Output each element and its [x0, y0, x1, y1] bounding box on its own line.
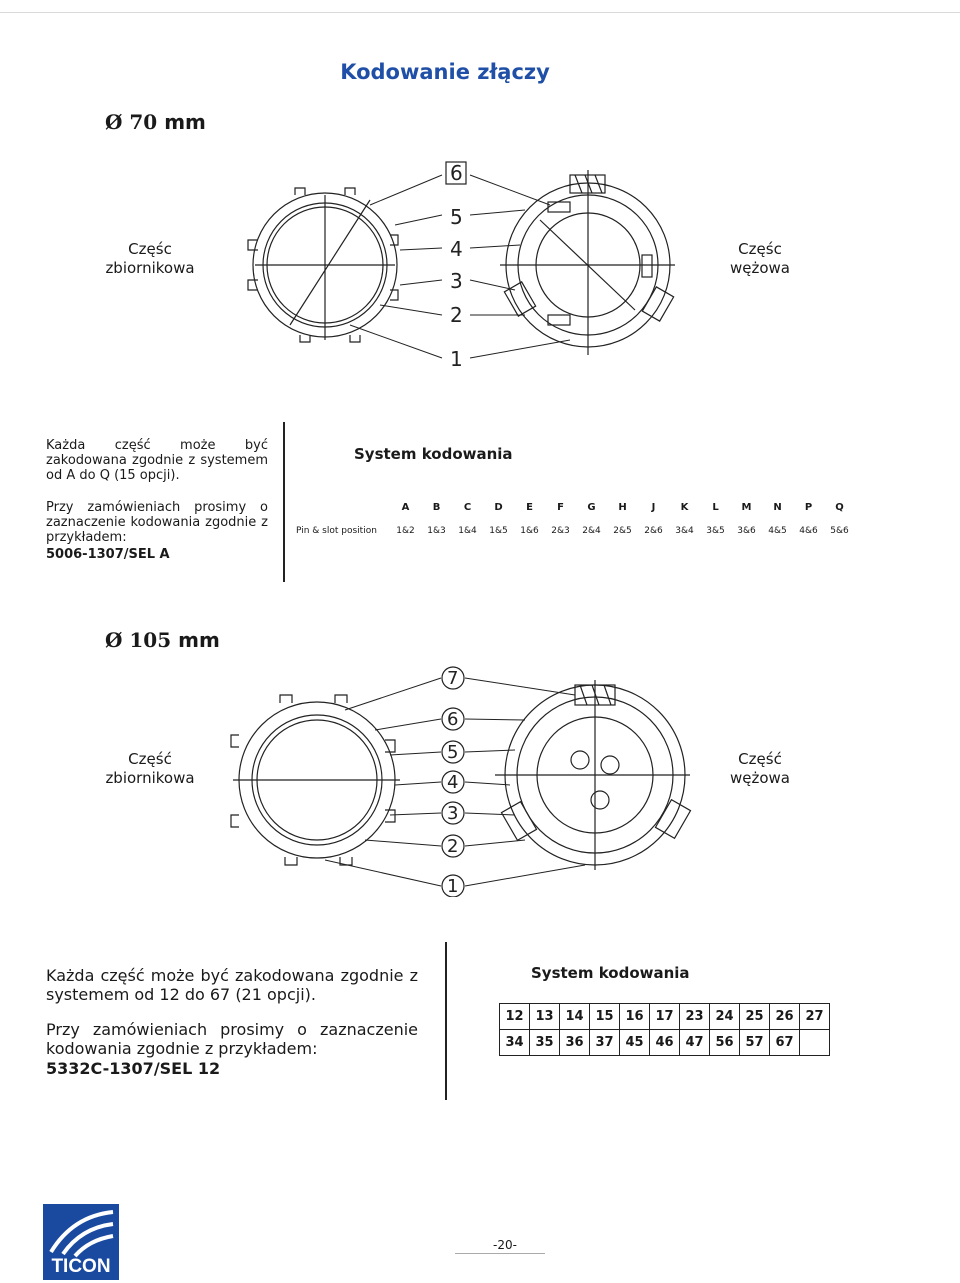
table-cell: B — [432, 501, 441, 513]
table-cell: 26 — [770, 1004, 800, 1030]
table-cell: 27 — [800, 1004, 830, 1030]
connector-diagram-105 — [225, 665, 695, 897]
table-cell: 15 — [590, 1004, 620, 1030]
table-cell: 12 — [500, 1004, 530, 1030]
table-cell: J — [651, 501, 656, 513]
logo-text: TICON — [51, 1256, 111, 1277]
table-cell: P — [804, 501, 813, 513]
table-cell: 3&6 — [737, 526, 756, 536]
position-number: 6 — [450, 161, 463, 185]
table-cell: M — [741, 501, 752, 513]
table-cell: 13 — [530, 1004, 560, 1030]
table-cell: 4&5 — [768, 526, 787, 536]
position-number: 7 — [447, 668, 459, 689]
table-cell: 2&3 — [551, 526, 570, 536]
table-cell: 24 — [710, 1004, 740, 1030]
tank-part-label-105 — [95, 750, 205, 788]
table-cell: E — [526, 501, 533, 513]
table-cell: Q — [835, 501, 844, 513]
table-cell: 1&2 — [396, 526, 415, 536]
table-cell: 17 — [650, 1004, 680, 1030]
hose-part-drawing — [495, 680, 691, 870]
order-example-70: 5006-1307/SEL A — [46, 547, 170, 562]
label-line-2: wężowa — [729, 769, 790, 787]
position-number: 4 — [447, 772, 459, 793]
table-corner — [296, 495, 390, 519]
ticon-logo — [43, 1204, 119, 1280]
order-instruction-70: Przy zamówieniach prosimy o zaznaczenie kodowania zgodnie z przykładem: — [46, 500, 268, 545]
label-line-2: zbiornikowa — [105, 259, 195, 277]
coding-description-105: Każda część może być zakodowana zgodnie z systemem od 12 do 67 (21 opcji). — [46, 966, 418, 1004]
position-number: 1 — [447, 876, 459, 897]
position-number: 1 — [450, 347, 463, 371]
position-number: 2 — [450, 303, 463, 327]
table-cell: 3&4 — [675, 526, 694, 536]
coding-system-heading-105: System kodowania — [531, 964, 690, 982]
label-line-1: Częśc — [738, 240, 782, 258]
hose-part-label-105 — [705, 750, 815, 788]
table-cell: 2&4 — [582, 526, 601, 536]
table-cell: 25 — [740, 1004, 770, 1030]
divider-line — [283, 422, 285, 582]
page-title: Kodowanie złączy — [340, 60, 550, 84]
label-line-2: wężowa — [729, 259, 790, 277]
coding-table-105 — [499, 1003, 830, 1056]
hose-part-label-70 — [705, 240, 815, 278]
table-cell: 56 — [710, 1030, 740, 1056]
order-example-105: 5332C-1307/SEL 12 — [46, 1059, 221, 1078]
coding-table-70 — [296, 495, 855, 543]
diameter-symbol: Ø — [105, 110, 123, 134]
tank-part-drawing — [248, 188, 398, 342]
table-cell: 2&6 — [644, 526, 663, 536]
position-number: 3 — [450, 269, 463, 293]
table-cell: 35 — [530, 1030, 560, 1056]
table-cell: 2&5 — [613, 526, 632, 536]
table-cell: L — [712, 501, 719, 513]
diameter-value: 105 — [129, 628, 172, 652]
table-cell: 46 — [650, 1030, 680, 1056]
diameter-symbol: Ø — [105, 628, 123, 652]
table-cell: 5&6 — [830, 526, 849, 536]
table-cell: 3&5 — [706, 526, 725, 536]
diameter-heading-70 — [105, 110, 206, 134]
divider-line — [445, 942, 447, 1100]
diameter-heading-105 — [105, 628, 220, 652]
position-number: 6 — [447, 709, 459, 730]
table-cell: 37 — [590, 1030, 620, 1056]
position-number: 4 — [450, 237, 463, 261]
table-cell: C — [463, 501, 472, 513]
top-border — [0, 12, 960, 13]
table-cell: 45 — [620, 1030, 650, 1056]
connector-diagram-70 — [230, 150, 690, 380]
table-cell: 1&6 — [520, 526, 539, 536]
table-row — [500, 1030, 830, 1056]
table-cell: D — [494, 501, 503, 513]
table-cell: 14 — [560, 1004, 590, 1030]
position-markers — [325, 667, 585, 897]
label-line-1: Częśc — [128, 240, 172, 258]
table-cell: K — [680, 501, 689, 513]
coding-description-70: Każda część może być zakodowana zgodnie z systemem od A do Q (15 opcji). — [46, 438, 268, 483]
table-cell: 47 — [680, 1030, 710, 1056]
table-cell: 1&3 — [427, 526, 446, 536]
table-row — [296, 519, 855, 543]
page-number-underline — [455, 1253, 545, 1254]
diameter-value: 70 — [129, 110, 158, 134]
coding-system-heading-70: System kodowania — [354, 445, 513, 463]
order-instruction-105: Przy zamówieniach prosimy o zaznaczenie kodowania zgodnie z przykładem: — [46, 1020, 418, 1058]
table-cell: 16 — [620, 1004, 650, 1030]
logo-arcs-icon — [43, 1204, 119, 1258]
table-row — [500, 1004, 830, 1030]
table-cell: 4&6 — [799, 526, 818, 536]
table-cell: 23 — [680, 1004, 710, 1030]
table-cell — [800, 1030, 830, 1056]
page-number: -20- — [493, 1238, 517, 1252]
table-cell: 67 — [770, 1030, 800, 1056]
label-line-1: Część — [128, 750, 172, 768]
table-cell: G — [587, 501, 596, 513]
table-cell: 1&5 — [489, 526, 508, 536]
table-cell: 57 — [740, 1030, 770, 1056]
position-number: 5 — [450, 205, 463, 229]
hose-part-drawing — [500, 170, 675, 355]
label-line-2: zbiornikowa — [105, 769, 195, 787]
table-cell: 1&4 — [458, 526, 477, 536]
tank-part-drawing — [231, 695, 400, 865]
table-cell: N — [773, 501, 782, 513]
table-cell: A — [401, 501, 410, 513]
table-header-row — [296, 495, 855, 519]
position-number: 2 — [447, 836, 459, 857]
position-number: 5 — [447, 742, 459, 763]
table-cell: 34 — [500, 1030, 530, 1056]
table-cell: H — [618, 501, 627, 513]
label-line-1: Część — [738, 750, 782, 768]
diameter-unit: mm — [164, 110, 206, 134]
tank-part-label-70 — [95, 240, 205, 278]
position-number: 3 — [447, 803, 459, 824]
diameter-unit: mm — [178, 628, 220, 652]
table-cell: F — [557, 501, 564, 513]
table-cell: 36 — [560, 1030, 590, 1056]
row-label: Pin & slot position — [296, 526, 377, 536]
